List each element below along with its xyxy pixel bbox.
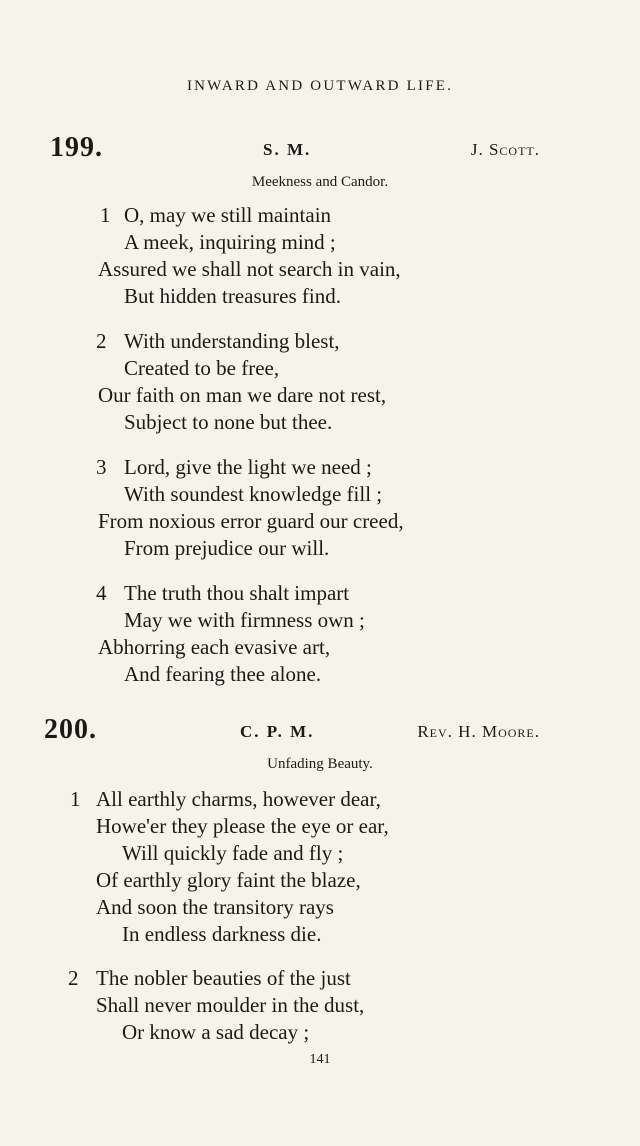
stanza-number: 1	[100, 203, 111, 227]
verse-line: Or know a sad decay ;	[122, 1020, 310, 1044]
verse-line: Will quickly fade and fly ;	[122, 841, 344, 865]
verse-line: And fearing thee alone.	[124, 662, 322, 686]
verse-line: But hidden treasures find.	[124, 284, 341, 308]
verse-line: O, may we still maintain	[124, 203, 332, 227]
verse-line: With understanding blest,	[124, 329, 340, 353]
verse-line: Of earthly glory faint the blaze,	[96, 868, 361, 892]
verse-line: Abhorring each evasive art,	[98, 635, 331, 659]
stanza-number: 4	[96, 581, 107, 605]
verse-line: Our faith on man we dare not rest,	[98, 383, 387, 407]
verse-line: From noxious error guard our creed,	[98, 509, 404, 533]
hymn-meter: S. M.	[263, 140, 312, 159]
hymn-author: Rev. H. Moore.	[417, 722, 540, 741]
running-head: INWARD AND OUTWARD LIFE.	[186, 78, 454, 94]
verse-line: In endless darkness die.	[122, 922, 322, 946]
hymn-meter: C. P. M.	[240, 722, 315, 741]
verse-line: Howe'er they please the eye or ear,	[96, 814, 389, 838]
page-number: 141	[309, 1052, 331, 1067]
hymn-subtitle: Meekness and Candor.	[251, 174, 389, 190]
verse-line: With soundest knowledge fill ;	[124, 482, 383, 506]
verse-line: Created to be free,	[124, 356, 280, 380]
stanza-number: 3	[96, 455, 107, 479]
verse-line: The nobler beauties of the just	[96, 966, 351, 990]
verse-line: The truth thou shalt impart	[124, 581, 350, 605]
hymn-author: J. Scott.	[470, 140, 540, 159]
verse-line: A meek, inquiring mind ;	[124, 230, 336, 254]
verse-line: Shall never moulder in the dust,	[96, 993, 365, 1017]
verse-line: All earthly charms, however dear,	[96, 787, 381, 811]
verse-line: Assured we shall not search in vain,	[98, 257, 401, 281]
hymn-number: 199.	[50, 132, 103, 163]
verse-line: Subject to none but thee.	[124, 410, 333, 434]
hymn-number: 200.	[44, 714, 97, 745]
verse-line: Lord, give the light we need ;	[124, 455, 372, 479]
hymn-subtitle: Unfading Beauty.	[267, 756, 373, 772]
hymn-200-header	[0, 714, 640, 744]
verse-line: From prejudice our will.	[124, 536, 330, 560]
hymn-199-header	[0, 132, 640, 162]
stanza-number: 1	[70, 787, 81, 811]
stanza-number: 2	[96, 329, 107, 353]
stanza-number: 2	[68, 966, 79, 990]
verse-line: And soon the transitory rays	[96, 895, 334, 919]
verse-line: May we with firmness own ;	[124, 608, 365, 632]
